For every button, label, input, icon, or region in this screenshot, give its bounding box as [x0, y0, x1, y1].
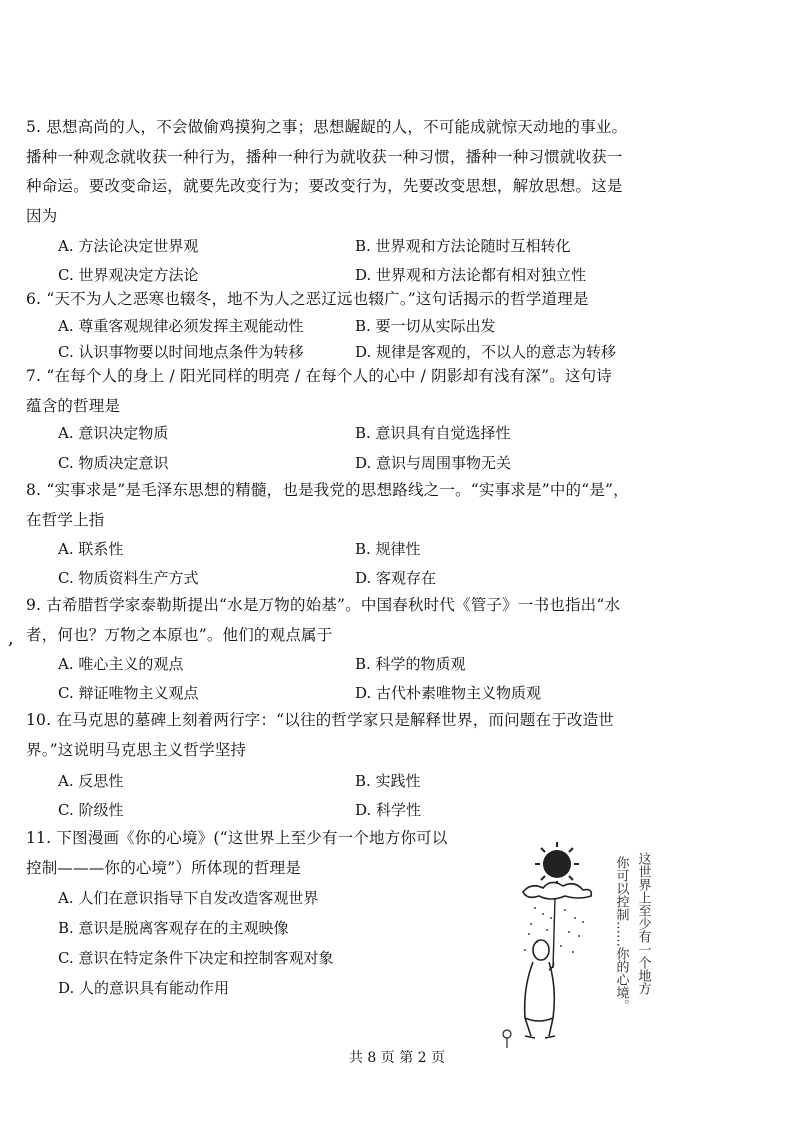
question-11-option-b: B. 意识是脱离客观存在的主观映像	[58, 919, 289, 937]
question-9-option-b: B. 科学的物质观	[355, 655, 466, 673]
margin-mark: ,	[8, 628, 14, 649]
sun-icon	[535, 842, 579, 886]
flower-icon	[503, 1030, 511, 1048]
question-7-option-a: A. 意识决定物质	[58, 424, 169, 442]
question-9-option-c: C. 辩证唯物主义观点	[58, 684, 199, 702]
question-7-stem-line-2: 蕴含的哲理是	[26, 396, 121, 415]
question-5-option-b: B. 世界观和方法论随时互相转化	[355, 237, 571, 255]
question-6-option-a: A. 尊重客观规律必须发挥主观能动性	[58, 317, 304, 335]
question-10-option-d: D. 科学性	[355, 801, 422, 819]
question-11-option-a: A. 人们在意识指导下自发改造客观世界	[58, 889, 319, 907]
cartoon-your-mood	[495, 838, 665, 1053]
question-5-stem-line-1: 5. 思想高尚的人，不会做偷鸡摸狗之事；思想龌龊的人，不可能成就惊天动地的事业。	[26, 118, 628, 136]
question-7-stem-line-1: 7. “在每个人的身上 / 阳光同样的明亮 / 在每个人的心中 / 阴影却有浅有深”。这句诗	[26, 367, 612, 385]
question-10-option-a: A. 反思性	[58, 772, 124, 790]
question-11	[26, 824, 448, 883]
question-5-option-a: A. 方法论决定世界观	[58, 237, 199, 255]
question-10-option-c: C. 阶级性	[58, 801, 124, 819]
question-11-stem-line-2: 控制———你的心境”）所体现的哲理是	[26, 858, 302, 877]
question-5-stem-line-2: 播种一种观念就收获一种行为，播种一种行为就收获一种习惯，播种一种习惯就收获一	[26, 147, 623, 166]
page-footer: 共 8 页 第 2 页	[348, 1050, 446, 1066]
question-7	[26, 362, 612, 421]
question-9	[26, 591, 620, 650]
question-8	[26, 476, 629, 535]
question-11-stem-line-1: 11. 下图漫画《你的心境》(“这世界上至少有一个地方你可以	[26, 829, 448, 847]
question-6-option-d: D. 规律是客观的，不以人的意志为转移	[355, 343, 617, 361]
question-9-option-a: A. 唯心主义的观点	[58, 655, 184, 673]
person-icon	[525, 940, 555, 1038]
question-6-stem-line-1: 6. “天不为人之恶寒也辍冬，地不为人之恶辽远也辍广。”这句话揭示的哲学道理是	[26, 290, 589, 308]
cartoon-caption-col-1: 这世界上至少有一个地方	[635, 852, 651, 995]
question-5-option-c: C. 世界观决定方法论	[58, 266, 199, 284]
question-6-option-b: B. 要一切从实际出发	[355, 317, 496, 335]
question-7-option-c: C. 物质决定意识	[58, 454, 169, 472]
question-5-stem-line-4: 因为	[26, 206, 58, 225]
question-8-stem-line-2: 在哲学上指	[26, 510, 105, 529]
question-8-option-d: D. 客观存在	[355, 569, 437, 587]
question-9-stem-line-1: 9. 古希腊哲学家泰勒斯提出“水是万物的始基”。中国春秋时代《管子》一书也指出“水	[26, 596, 621, 614]
question-6-option-c: C. 认识事物要以时间地点条件为转移	[58, 343, 304, 361]
question-5-stem-line-3: 种命运。要改变命运，就要先改变行为；要改变行为，先要改变思想，解放思想。这是	[26, 177, 623, 195]
cartoon-caption-col-2: 你可以控制……你的心境。	[613, 856, 629, 1012]
question-8-option-b: B. 规律性	[355, 540, 421, 558]
question-7-option-b: B. 意识具有自觉选择性	[355, 424, 511, 442]
cartoon-drawing	[495, 838, 665, 1053]
question-5	[26, 113, 627, 231]
question-10-option-b: B. 实践性	[355, 772, 421, 790]
question-10-stem-line-1: 10. 在马克思的墓碑上刻着两行字：“以往的哲学家只是解释世界，而问题在于改造世	[26, 711, 615, 729]
question-7-option-d: D. 意识与周围事物无关	[355, 454, 512, 472]
question-5-option-d: D. 世界观和方法论都有相对独立性	[355, 266, 587, 284]
question-10-stem-line-2: 界。”这说明马克思主义哲学坚持	[26, 740, 247, 759]
question-9-option-d: D. 古代朴素唯物主义物质观	[355, 684, 542, 702]
question-9-stem-line-2: 者，何也？万物之本原也”。他们的观点属于	[26, 625, 333, 644]
question-8-option-c: C. 物质资料生产方式	[58, 569, 199, 587]
question-11-option-d: D. 人的意识具有能动作用	[58, 979, 230, 997]
question-11-option-c: C. 意识在特定条件下决定和控制客观对象	[58, 949, 334, 967]
question-8-stem-line-1: 8. “实事求是”是毛泽东思想的精髓，也是我党的思想路线之一。“实事求是”中的“是”，	[26, 481, 629, 499]
question-8-option-a: A. 联系性	[58, 540, 124, 558]
question-6	[26, 285, 589, 315]
question-10	[26, 706, 614, 765]
